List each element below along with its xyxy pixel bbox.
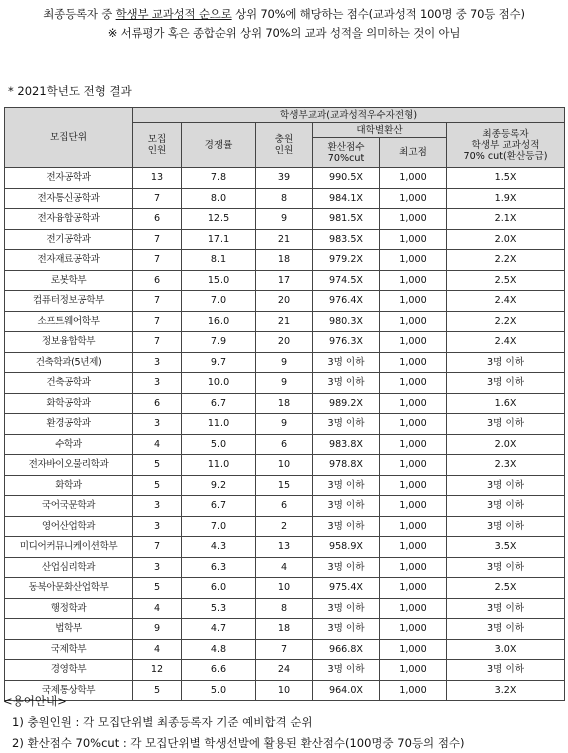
conv-score-cell: 3명 이하: [313, 516, 380, 537]
recruit-cell: 3: [133, 352, 182, 373]
max-score-cell: 1,000: [380, 639, 447, 660]
final-cell: 3명 이하: [447, 475, 565, 496]
final-cell: 3.2X: [447, 680, 565, 701]
ratio-cell: 7.9: [182, 332, 256, 353]
max-score-cell: 1,000: [380, 598, 447, 619]
conv-score-cell: 976.4X: [313, 291, 380, 312]
recruit-cell: 7: [133, 291, 182, 312]
fill-cell: 7: [256, 639, 313, 660]
recruit-cell: 9: [133, 619, 182, 640]
max-score-cell: 1,000: [380, 250, 447, 271]
fill-cell: 18: [256, 393, 313, 414]
final-cell: 2.5X: [447, 270, 565, 291]
fill-cell: 10: [256, 455, 313, 476]
ratio-cell: 8.0: [182, 188, 256, 209]
recruit-cell: 7: [133, 229, 182, 250]
table-row: [5, 680, 565, 701]
ratio-cell: 9.7: [182, 352, 256, 373]
ratio-cell: 4.3: [182, 537, 256, 558]
table-row: [5, 414, 565, 435]
ratio-cell: 7.0: [182, 516, 256, 537]
fill-cell: 10: [256, 578, 313, 599]
recruit-cell: 6: [133, 393, 182, 414]
final-cell: 3.5X: [447, 537, 565, 558]
max-score-cell: 1,000: [380, 455, 447, 476]
ratio-cell: 4.8: [182, 639, 256, 660]
max-score-cell: 1,000: [380, 311, 447, 332]
unit-cell: 전자융합공학과: [5, 209, 133, 230]
header-max-score: 최고점: [380, 138, 447, 168]
table-row: [5, 455, 565, 476]
header-recruit: 모집 인원: [133, 123, 182, 168]
ratio-cell: 5.0: [182, 434, 256, 455]
max-score-cell: 1,000: [380, 168, 447, 189]
header-univ-conv: 대학별환산: [313, 123, 447, 138]
fill-cell: 20: [256, 332, 313, 353]
table-row: [5, 434, 565, 455]
recruit-cell: 7: [133, 250, 182, 271]
final-cell: 3명 이하: [447, 414, 565, 435]
final-cell: 3명 이하: [447, 352, 565, 373]
conv-score-cell: 3명 이하: [313, 598, 380, 619]
max-score-cell: 1,000: [380, 209, 447, 230]
max-score-cell: 1,000: [380, 557, 447, 578]
fill-cell: 18: [256, 250, 313, 271]
unit-cell: 국제학부: [5, 639, 133, 660]
max-score-cell: 1,000: [380, 496, 447, 517]
ratio-cell: 11.0: [182, 455, 256, 476]
table-row: [5, 475, 565, 496]
fill-cell: 10: [256, 680, 313, 701]
table-row: [5, 311, 565, 332]
recruit-cell: 7: [133, 188, 182, 209]
header-ratio: 경쟁률: [182, 123, 256, 168]
table-row: [5, 250, 565, 271]
max-score-cell: 1,000: [380, 188, 447, 209]
conv-score-cell: 3명 이하: [313, 557, 380, 578]
fill-cell: 9: [256, 414, 313, 435]
recruit-cell: 5: [133, 680, 182, 701]
conv-score-cell: 976.3X: [313, 332, 380, 353]
ratio-cell: 7.8: [182, 168, 256, 189]
final-cell: 3.0X: [447, 639, 565, 660]
final-cell: 1.9X: [447, 188, 565, 209]
conv-score-cell: 990.5X: [313, 168, 380, 189]
results-body: [5, 168, 565, 701]
table-row: [5, 270, 565, 291]
term-item-1: 1) 충원인원 : 각 모집단위별 최종등록자 기준 예비합격 순위: [12, 715, 313, 729]
table-row: [5, 598, 565, 619]
fill-cell: 6: [256, 496, 313, 517]
fill-cell: 21: [256, 311, 313, 332]
fill-cell: 15: [256, 475, 313, 496]
recruit-cell: 4: [133, 434, 182, 455]
recruit-cell: 12: [133, 660, 182, 681]
final-cell: 2.4X: [447, 291, 565, 312]
fill-cell: 9: [256, 373, 313, 394]
header-group: 학생부교과(교과성적우수자전형): [133, 108, 565, 123]
recruit-cell: 7: [133, 537, 182, 558]
ratio-cell: 6.3: [182, 557, 256, 578]
fill-cell: 9: [256, 209, 313, 230]
fill-cell: 8: [256, 188, 313, 209]
final-cell: 2.5X: [447, 578, 565, 599]
unit-cell: 경영학부: [5, 660, 133, 681]
final-cell: 3명 이하: [447, 598, 565, 619]
ratio-cell: 6.7: [182, 393, 256, 414]
conv-score-cell: 984.1X: [313, 188, 380, 209]
fill-cell: 24: [256, 660, 313, 681]
table-row: [5, 639, 565, 660]
final-cell: 3명 이하: [447, 373, 565, 394]
ratio-cell: 5.0: [182, 680, 256, 701]
conv-score-cell: 981.5X: [313, 209, 380, 230]
ratio-cell: 15.0: [182, 270, 256, 291]
conv-score-cell: 979.2X: [313, 250, 380, 271]
conv-score-cell: 3명 이하: [313, 496, 380, 517]
ratio-cell: 6.7: [182, 496, 256, 517]
unit-cell: 미디어커뮤니케이션학부: [5, 537, 133, 558]
max-score-cell: 1,000: [380, 578, 447, 599]
conv-score-cell: 978.8X: [313, 455, 380, 476]
terms-heading: <용어안내>: [3, 694, 67, 708]
unit-cell: 컴퓨터정보공학부: [5, 291, 133, 312]
table-row: [5, 229, 565, 250]
final-cell: 2.0X: [447, 434, 565, 455]
fill-cell: 2: [256, 516, 313, 537]
conv-score-cell: 3명 이하: [313, 475, 380, 496]
recruit-cell: 3: [133, 557, 182, 578]
conv-score-cell: 3명 이하: [313, 660, 380, 681]
final-cell: 3명 이하: [447, 496, 565, 517]
recruit-cell: 5: [133, 455, 182, 476]
ratio-cell: 12.5: [182, 209, 256, 230]
recruit-cell: 6: [133, 209, 182, 230]
recruit-cell: 3: [133, 496, 182, 517]
conv-score-cell: 989.2X: [313, 393, 380, 414]
term-item-2: 2) 환산점수 70%cut : 각 모집단위별 학생선발에 활용된 환산점수(100명중 70등의 점수): [12, 736, 465, 750]
recruit-cell: 6: [133, 270, 182, 291]
header-final: 최종등록자 학생부 교과성적 70% cut(환산등급): [447, 123, 565, 168]
unit-cell: 건축공학과: [5, 373, 133, 394]
table-row: [5, 332, 565, 353]
table-row: [5, 516, 565, 537]
final-cell: 1.6X: [447, 393, 565, 414]
ratio-cell: 8.1: [182, 250, 256, 271]
max-score-cell: 1,000: [380, 537, 447, 558]
recruit-cell: 3: [133, 414, 182, 435]
final-cell: 2.2X: [447, 311, 565, 332]
unit-cell: 전자공학과: [5, 168, 133, 189]
conv-score-cell: 3명 이하: [313, 352, 380, 373]
unit-cell: 국어국문학과: [5, 496, 133, 517]
ratio-cell: 5.3: [182, 598, 256, 619]
criteria-note-pre: 최종등록자 중: [43, 7, 116, 21]
fill-cell: 18: [256, 619, 313, 640]
fill-cell: 9: [256, 352, 313, 373]
final-cell: 2.0X: [447, 229, 565, 250]
unit-cell: 건축학과(5년제): [5, 352, 133, 373]
criteria-note-post: 상위 70%에 해당하는 점수(교과성적 100명 중 70등 점수): [231, 7, 525, 21]
unit-cell: 행정학과: [5, 598, 133, 619]
unit-cell: 로봇학부: [5, 270, 133, 291]
ratio-cell: 6.6: [182, 660, 256, 681]
max-score-cell: 1,000: [380, 229, 447, 250]
table-row: [5, 168, 565, 189]
max-score-cell: 1,000: [380, 393, 447, 414]
table-row: [5, 352, 565, 373]
fill-cell: 17: [256, 270, 313, 291]
table-row: [5, 393, 565, 414]
table-row: [5, 660, 565, 681]
table-row: [5, 291, 565, 312]
max-score-cell: 1,000: [380, 475, 447, 496]
unit-cell: 법학부: [5, 619, 133, 640]
recruit-cell: 4: [133, 639, 182, 660]
final-cell: 3명 이하: [447, 516, 565, 537]
recruit-cell: 5: [133, 578, 182, 599]
table-row: [5, 496, 565, 517]
fill-cell: 4: [256, 557, 313, 578]
unit-cell: 전자재료공학과: [5, 250, 133, 271]
ratio-cell: 9.2: [182, 475, 256, 496]
conv-score-cell: 3명 이하: [313, 414, 380, 435]
table-row: [5, 557, 565, 578]
max-score-cell: 1,000: [380, 332, 447, 353]
unit-cell: 영어산업학과: [5, 516, 133, 537]
conv-score-cell: 3명 이하: [313, 619, 380, 640]
final-cell: 2.3X: [447, 455, 565, 476]
unit-cell: 소프트웨어학부: [5, 311, 133, 332]
conv-score-cell: 975.4X: [313, 578, 380, 599]
unit-cell: 수학과: [5, 434, 133, 455]
ratio-cell: 7.0: [182, 291, 256, 312]
unit-cell: 전기공학과: [5, 229, 133, 250]
table-row: [5, 373, 565, 394]
fill-cell: 6: [256, 434, 313, 455]
final-cell: 3명 이하: [447, 557, 565, 578]
conv-score-cell: 966.8X: [313, 639, 380, 660]
conv-score-cell: 983.8X: [313, 434, 380, 455]
max-score-cell: 1,000: [380, 619, 447, 640]
fill-cell: 21: [256, 229, 313, 250]
header-conv-score: 환산점수 70%cut: [313, 138, 380, 168]
max-score-cell: 1,000: [380, 291, 447, 312]
conv-score-cell: 3명 이하: [313, 373, 380, 394]
conv-score-cell: 958.9X: [313, 537, 380, 558]
conv-score-cell: 983.5X: [313, 229, 380, 250]
final-cell: 2.2X: [447, 250, 565, 271]
unit-cell: 산업심리학과: [5, 557, 133, 578]
max-score-cell: 1,000: [380, 414, 447, 435]
final-cell: 3명 이하: [447, 660, 565, 681]
max-score-cell: 1,000: [380, 516, 447, 537]
ratio-cell: 10.0: [182, 373, 256, 394]
conv-score-cell: 974.5X: [313, 270, 380, 291]
max-score-cell: 1,000: [380, 352, 447, 373]
unit-cell: 화학과: [5, 475, 133, 496]
recruit-cell: 4: [133, 598, 182, 619]
ratio-cell: 4.7: [182, 619, 256, 640]
ratio-cell: 6.0: [182, 578, 256, 599]
fill-cell: 8: [256, 598, 313, 619]
max-score-cell: 1,000: [380, 373, 447, 394]
unit-cell: 정보융합학부: [5, 332, 133, 353]
header-fill: 충원 인원: [256, 123, 313, 168]
table-row: [5, 578, 565, 599]
conv-score-cell: 964.0X: [313, 680, 380, 701]
criteria-note-underlined: 학생부 교과성적 순으로: [115, 7, 232, 21]
admission-results-table: [4, 107, 565, 701]
final-cell: 3명 이하: [447, 619, 565, 640]
disclaimer-note: ※ 서류평가 혹은 종합순위 상위 70%의 교과 성적을 의미하는 것이 아님: [107, 26, 461, 40]
table-row: [5, 188, 565, 209]
table-row: [5, 537, 565, 558]
criteria-note: [0, 6, 568, 22]
recruit-cell: 3: [133, 373, 182, 394]
table-row: [5, 209, 565, 230]
table-row: [5, 619, 565, 640]
recruit-cell: 7: [133, 332, 182, 353]
unit-cell: 환경공학과: [5, 414, 133, 435]
final-cell: 2.4X: [447, 332, 565, 353]
final-cell: 2.1X: [447, 209, 565, 230]
ratio-cell: 11.0: [182, 414, 256, 435]
recruit-cell: 3: [133, 516, 182, 537]
unit-cell: 전자바이오물리학과: [5, 455, 133, 476]
header-unit: 모집단위: [5, 108, 133, 168]
section-title: * 2021학년도 전형 결과: [8, 84, 132, 98]
unit-cell: 국제통상학부: [5, 680, 133, 701]
final-cell: 1.5X: [447, 168, 565, 189]
max-score-cell: 1,000: [380, 270, 447, 291]
max-score-cell: 1,000: [380, 660, 447, 681]
conv-score-cell: 980.3X: [313, 311, 380, 332]
max-score-cell: 1,000: [380, 680, 447, 701]
recruit-cell: 5: [133, 475, 182, 496]
fill-cell: 39: [256, 168, 313, 189]
max-score-cell: 1,000: [380, 434, 447, 455]
recruit-cell: 13: [133, 168, 182, 189]
ratio-cell: 16.0: [182, 311, 256, 332]
unit-cell: 화학공학과: [5, 393, 133, 414]
fill-cell: 20: [256, 291, 313, 312]
ratio-cell: 17.1: [182, 229, 256, 250]
recruit-cell: 7: [133, 311, 182, 332]
unit-cell: 전자통신공학과: [5, 188, 133, 209]
fill-cell: 13: [256, 537, 313, 558]
unit-cell: 동북아문화산업학부: [5, 578, 133, 599]
